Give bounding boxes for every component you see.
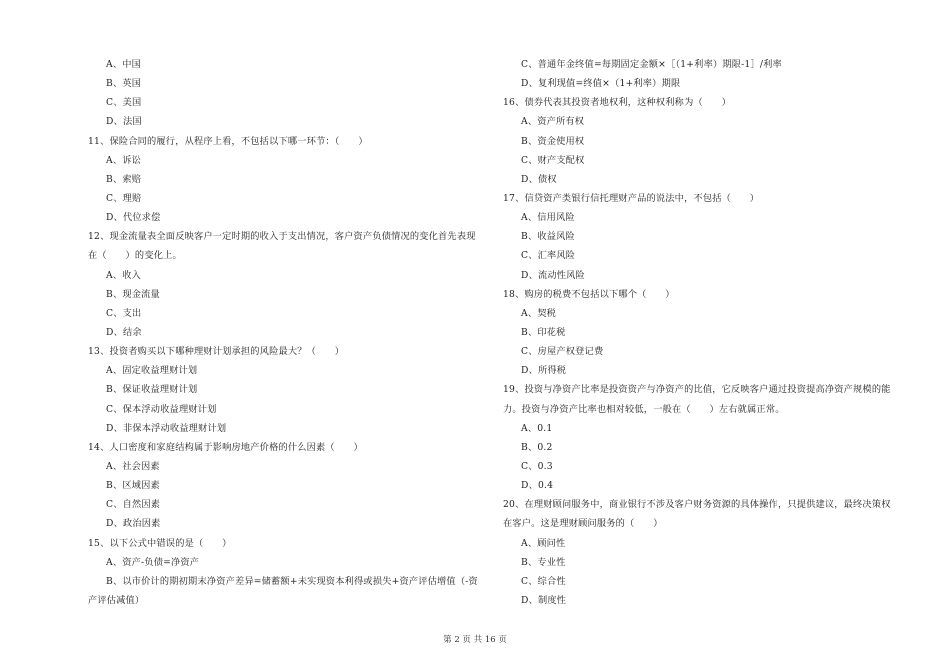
answer-option: B、0.2 [521, 441, 553, 453]
answer-option: A、顾问性 [521, 537, 566, 549]
answer-option: B、保证收益理财计划 [106, 384, 198, 396]
answer-option: C、理赔 [106, 192, 142, 204]
answer-option: B、专业性 [521, 556, 566, 568]
answer-option: C、支出 [106, 307, 142, 319]
answer-option: B、英国 [106, 78, 142, 90]
question-text: 12、现金流量表全面反映客户一定时期的收入于支出情况，客户资产负债情况的变化首先表现 [88, 231, 476, 243]
answer-option: D、制度性 [521, 594, 567, 606]
answer-option: A、诉讼 [106, 154, 141, 166]
answer-option: B、以市价计的期初期末净资产差异=储蓄额+未实现资本利得或损失+资产评估增值（-资 [106, 575, 478, 587]
question-text: 在客户。这是理财顾问服务的（ ） [503, 518, 663, 530]
answer-option: C、0.3 [521, 460, 553, 472]
answer-option: A、信用风险 [521, 212, 575, 224]
answer-option: A、资产所有权 [521, 116, 585, 128]
left-column [88, 55, 488, 610]
answer-option: B、现金流量 [106, 288, 160, 300]
answer-option: B、收益风险 [521, 231, 575, 243]
answer-option: A、社会因素 [106, 460, 160, 472]
answer-option: B、印花税 [521, 326, 566, 338]
answer-option: B、索赔 [106, 173, 142, 185]
answer-option: D、代位求偿 [106, 212, 161, 224]
question-text: 19、投资与净资产比率是投资资产与净资产的比值，它反映客户通过投资提高净资产规模的能 [503, 384, 891, 396]
question-text: 在（ ）的变化上。 [88, 250, 182, 262]
answer-option: A、中国 [106, 59, 141, 70]
question-text: 15、以下公式中错误的是（ ） [88, 537, 232, 549]
answer-option: D、所得税 [521, 365, 567, 377]
answer-option: A、收入 [106, 269, 141, 281]
answer-option: A、资产-负债=净资产 [106, 556, 200, 568]
answer-option: C、综合性 [521, 575, 566, 587]
answer-option: C、自然因素 [106, 499, 161, 511]
answer-option: D、复利现值=终值×（1+利率）期限 [521, 78, 681, 90]
answer-option: B、区域因素 [106, 480, 160, 492]
question-text: 20、在理财顾问服务中，商业银行不涉及客户财务资源的具体操作，只提供建议，最终决策权 [503, 499, 891, 511]
answer-option: D、法国 [106, 116, 142, 128]
answer-option: D、结余 [106, 326, 142, 338]
answer-option: D、债权 [521, 173, 557, 185]
answer-option: D、0.4 [521, 480, 554, 492]
question-text: 16、债券代表其投资者地权利，这种权利称为（ ） [503, 97, 732, 109]
answer-option: B、资金使用权 [521, 135, 585, 147]
answer-option: D、非保本浮动收益理财计划 [106, 422, 227, 434]
answer-option: C、普通年金终值=每期固定金额×［（1+利率）期限-1］/利率 [521, 59, 782, 70]
question-text: 13、投资者购买以下哪种理财计划承担的风险最大？（ ） [88, 346, 345, 358]
question-text: 14、人口密度和家庭结构属于影响房地产价格的什么因素（ ） [88, 441, 363, 453]
answer-option: D、流动性风险 [521, 269, 585, 281]
answer-option: C、汇率风险 [521, 250, 576, 262]
answer-option: C、美国 [106, 97, 142, 109]
answer-option: A、契税 [521, 307, 556, 319]
question-text: 力。投资与净资产比率也相对较低，一般在（ ）左右就属正常。 [503, 403, 785, 415]
answer-option: C、财产支配权 [521, 154, 585, 166]
page-footer: 第 2 页 共 16 页 [443, 635, 507, 645]
question-text: 17、信贷资产类银行信托理财产品的说法中，不包括（ ） [503, 192, 760, 204]
answer-option: D、政治因素 [106, 518, 161, 530]
right-column [503, 55, 903, 610]
question-text: 11、保险合同的履行，从程序上看，不包括以下哪一环节：（ ） [88, 135, 368, 147]
question-text: 产评估减值） [88, 594, 145, 606]
answer-option: A、固定收益理财计划 [106, 365, 198, 377]
answer-option: C、房屋产权登记费 [521, 346, 604, 358]
answer-option: A、0.1 [521, 422, 553, 434]
answer-option: C、保本浮动收益理财计划 [106, 403, 217, 415]
question-text: 18、购房的税费不包括以下哪个（ ） [503, 288, 675, 300]
